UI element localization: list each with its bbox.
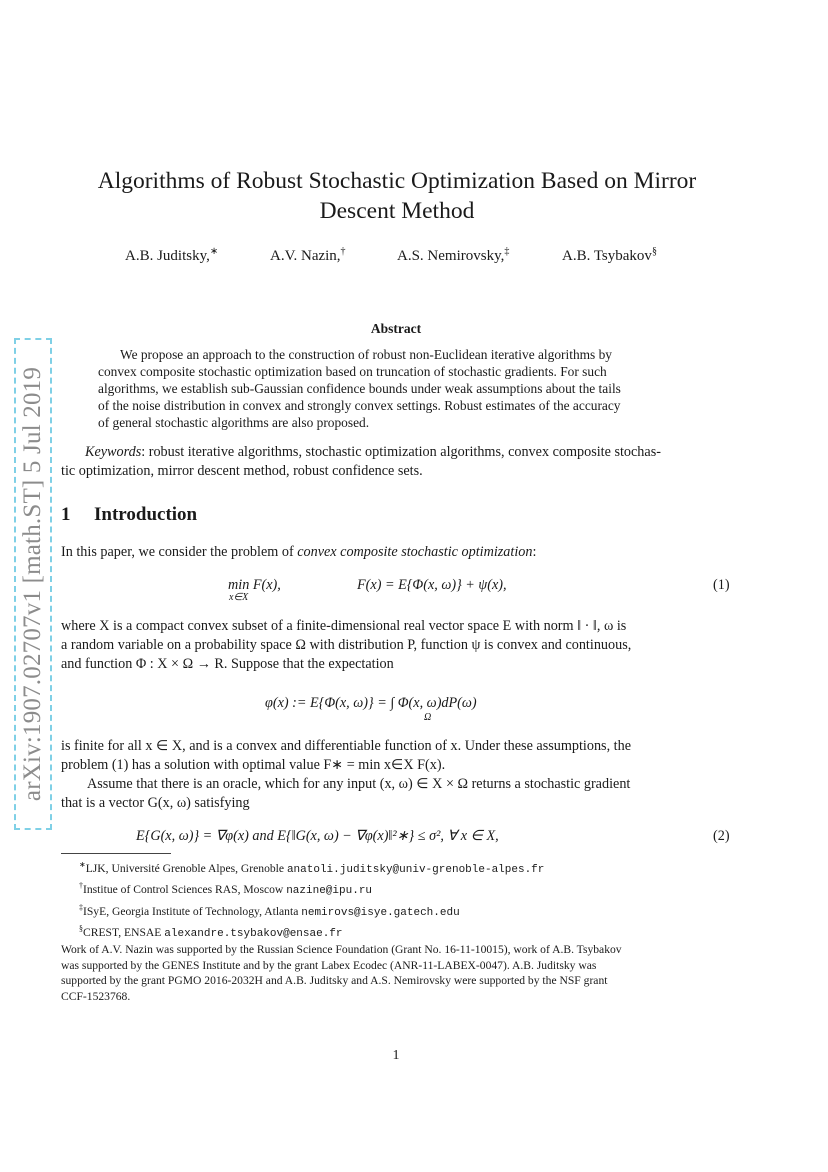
arxiv-identifier: arXiv:1907.02707v1 [math.ST] 5 Jul 2019 [19, 366, 46, 802]
paragraph-line: a random variable on a probability space Ω with distribution P, function ψ is convex and continuous, [61, 637, 632, 653]
intro-paragraph-3 [61, 737, 733, 775]
author-nemirovsky [397, 246, 509, 265]
abstract-line: of the noise distribution in convex and strongly convex settings. Robust estimates of the accuracy [98, 398, 621, 413]
abstract-heading: Abstract [370, 321, 422, 336]
author-mark: § [651, 246, 657, 257]
abstract-body [98, 346, 694, 431]
keywords-label: Keywords [85, 444, 142, 460]
paragraph-line: that is a vector G(x, ω) satisfying [61, 795, 250, 811]
equation-phi-subscript: Ω [424, 712, 432, 723]
funding-line: supported by the grant PGMO 2016-2032H and A.B. Juditsky and A.S. Nemirovsky were supported by the NSF grant [61, 974, 608, 988]
footnote-email: alexandre.tsybakov@ensae.fr [164, 927, 343, 940]
author-mark: ∗ [209, 246, 219, 257]
footnote-mark: ‡ [79, 902, 83, 912]
abstract-line: We propose an approach to the construction of robust non-Euclidean iterative algorithms by [120, 347, 613, 362]
paragraph-line: problem (1) has a solution with optimal value F∗ = min x∈X F(x). [61, 757, 446, 773]
author-mark: † [340, 246, 346, 257]
emphasis-text: convex composite stochastic optimization [297, 544, 533, 560]
footnotes [61, 857, 733, 1004]
author-name: A.S. Nemirovsky, [397, 248, 505, 264]
footnote-text: Institue of Control Sciences RAS, Moscow [83, 883, 287, 897]
paragraph-line: Assume that there is an oracle, which for any input (x, ω) ∈ X × Ω returns a stochastic gradient [87, 776, 631, 792]
footnote-mark: ∗ [79, 860, 86, 869]
author-mark: ‡ [504, 246, 510, 257]
text-run: : [532, 544, 537, 560]
footnote-mark: † [79, 881, 83, 891]
footnote [61, 878, 733, 899]
paper-title [80, 166, 714, 226]
author-name: A.B. Juditsky, [125, 248, 210, 264]
intro-paragraph-1 [61, 543, 733, 562]
author-nazin [270, 246, 346, 265]
footnote [61, 857, 733, 878]
equation-text: min F(x), [228, 577, 281, 593]
equation-1-subscript: x∈X [229, 592, 249, 603]
text-run: In this paper, we consider the problem of [61, 544, 298, 560]
intro-paragraph-4 [61, 775, 733, 813]
footnote [61, 900, 733, 921]
equation-2: E{G(x, ω)} = ∇φ(x) and E{‖G(x, ω) − ∇φ(x)‖²∗} ≤ σ², ∀ x ∈ X, [136, 828, 499, 844]
footnote-text: ISyE, Georgia Institute of Technology, Atlanta [83, 904, 302, 918]
section-heading [61, 504, 197, 526]
abstract-line: algorithms, we establish sub-Gaussian confidence bounds under weak assumptions about the tails [98, 381, 621, 396]
intro-paragraph-2 [61, 617, 733, 674]
author-name: A.V. Nazin, [270, 248, 341, 264]
equation-phi: φ(x) := E{Φ(x, ω)} = ∫ Φ(x, ω)dP(ω) [265, 695, 477, 711]
author-juditsky [125, 246, 218, 265]
title-line-2: Descent Method [319, 198, 475, 224]
keywords-line-2: tic optimization, mirror descent method, robust confidence sets. [61, 463, 423, 479]
keywords-line-1: : robust iterative algorithms, stochastic optimization algorithms, convex composite stochas- [141, 444, 661, 460]
funding-line: CCF-1523768. [61, 989, 131, 1003]
equation-1-number: (1) [713, 577, 730, 593]
section-title: Introduction [94, 504, 198, 525]
footnote-rule [61, 853, 171, 854]
keywords [61, 443, 733, 481]
abstract-line: of general stochastic algorithms are also proposed. [98, 415, 370, 430]
paragraph-line: and function Φ : X × Ω → R. Suppose that the expectation [61, 656, 394, 672]
paragraph-line: where X is a compact convex subset of a finite-dimensional real vector space E with norm ‖ · ‖, ω is [61, 618, 627, 634]
footnote-email: nemirovs@isye.gatech.edu [301, 906, 460, 919]
abstract-line: convex composite stochastic optimization based on truncation of stochastic gradients. For such [98, 364, 607, 379]
funding-line: Work of A.V. Nazin was supported by the Russian Science Foundation (Grant No. 16-11-10015), work of A.B. Tsybakov [61, 943, 622, 957]
footnote-text: LJK, Université Grenoble Alpes, Grenoble [85, 861, 287, 875]
footnote-text: CREST, ENSAE [83, 925, 165, 939]
page-number: 1 [392, 1048, 400, 1063]
author-name: A.B. Tsybakov [562, 248, 652, 264]
footnote-email: nazine@ipu.ru [286, 885, 373, 898]
funding-line: was supported by the GENES Institute and by the grant Labex Ecodec (ANR-11-LABEX-0047). A.B. Juditsky was [61, 958, 597, 972]
title-line-1: Algorithms of Robust Stochastic Optimization Based on Mirror [97, 168, 697, 194]
section-number: 1 [61, 504, 71, 525]
footnote [61, 921, 733, 942]
equation-2-number: (2) [713, 828, 730, 844]
paragraph-line: is finite for all x ∈ X, and is a convex and differentiable function of x. Under these assumptions, the [61, 738, 631, 754]
footnote-email: anatoli.juditsky@univ-grenoble-alpes.fr [286, 863, 545, 876]
footnote-mark: § [79, 924, 83, 934]
equation-1-right: F(x) = E{Φ(x, ω)} + ψ(x), [357, 577, 507, 593]
author-tsybakov [562, 246, 657, 265]
